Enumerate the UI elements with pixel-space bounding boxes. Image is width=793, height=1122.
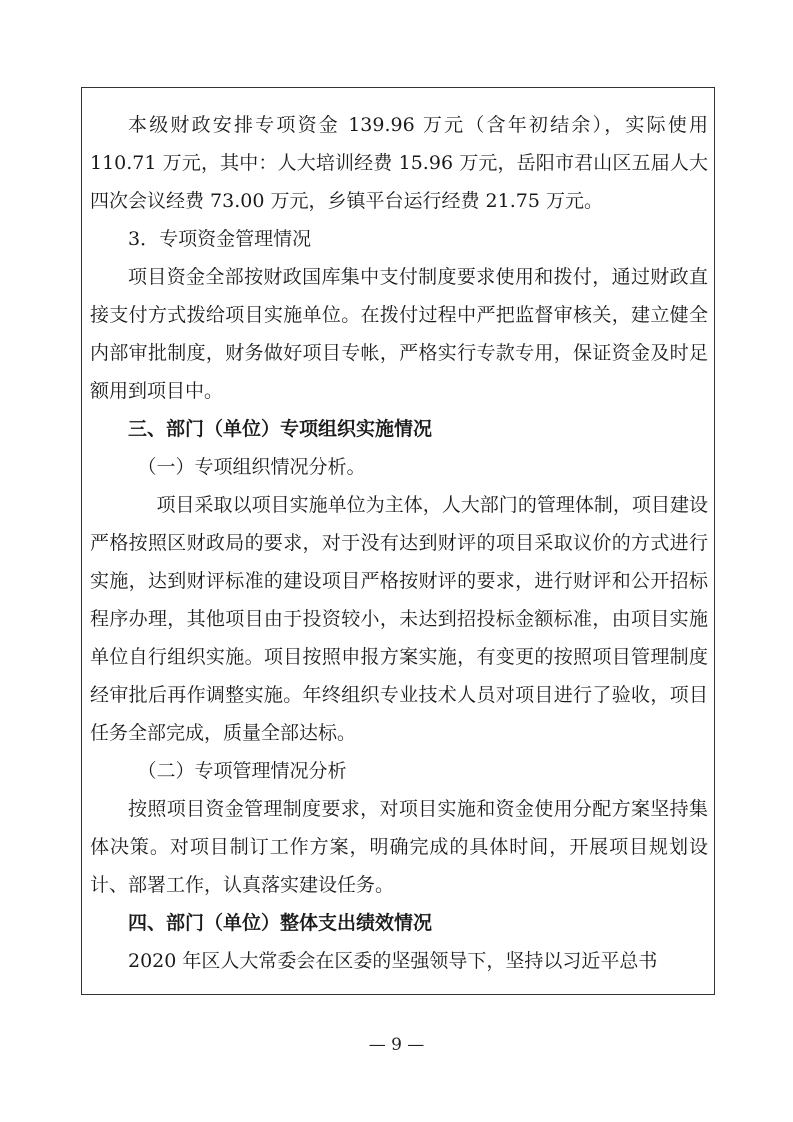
subheading-organization-analysis: （一）专项组织情况分析。 [137,456,366,478]
page-number: — 9 — [368,1035,425,1055]
subheading-management-analysis: （二）专项管理情况分析 [137,760,347,782]
paragraph-management-analysis: 按照项目资金管理制度要求，对项目实施和资金使用分配方案坚持集体决策。对项目制订工作方案，明确完成的具体时间，开展项目规划设计、部署工作，认真落实建设任务。 [90,798,708,896]
paragraph-special-funds-usage: 本级财政安排专项资金 139.96 万元（含年初结余），实际使用 110.71 万元，其中：人大培训经费 15.96 万元，岳阳市君山区五届人大四次会议经费 73.00 万元，乡镇平台运行经费 21.75 万元。 [90,114,708,212]
section-heading-overall-performance: 四、部门（单位）整体支出绩效情况 [128,912,433,934]
document-frame [81,87,715,995]
section-heading-implementation: 三、部门（单位）专项组织实施情况 [128,418,433,440]
paragraph-fund-management: 项目资金全部按财政国库集中支付制度要求使用和拨付，通过财政直接支付方式拨给项目实施单位。在拨付过程中严把监督审核关，建立健全内部审批制度，财务做好项目专帐，严格实行专款专用，保证资金及时足额用到项目中。 [90,266,708,402]
paragraph-organization-analysis: 项目采取以项目实施单位为主体，人大部门的管理体制，项目建设严格按照区财政局的要求，对于没有达到财评的项目采取议价的方式进行实施，达到财评标准的建设项目严格按财评的要求，进行财评和公开招标程序办理，其他项目由于投资较小，未达到招投标金额标准，由项目实施单位自行组织实施。项目按照申报方案实施，有变更的按照项目管理制度经审批后再作调整实施。年终组织专业技术人员对项目进行了验收，项目任务全部完成，质量全部达标。 [90,494,708,744]
paragraph-overall-performance: 2020 年区人大常委会在区委的坚强领导下，坚持以习近平总书 [128,950,658,972]
subheading-fund-management: 3．专项资金管理情况 [128,228,312,250]
document-body [90,106,708,980]
